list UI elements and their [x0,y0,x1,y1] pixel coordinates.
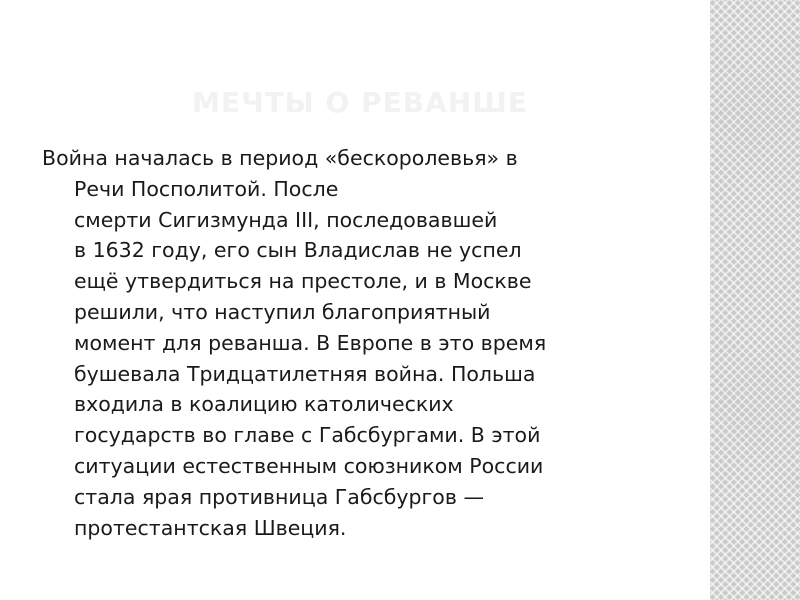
body-line-6: решили, что наступил благоприятный [74,299,491,324]
body-line-10: государств во главе с Габсбургами. В этой [74,423,541,448]
body-line-2: Речи Посполитой. После [74,176,339,201]
slide-body [42,143,662,543]
body-line-11: ситуации естественным союзником России [74,453,544,478]
body-line-5: ещё утвердиться на престоле, и в Москве [74,269,532,294]
decorative-side-band [710,0,800,600]
body-line-12: стала ярая противница Габсбургов — [74,484,484,509]
body-line-9: входила в коалицию католических [74,392,454,417]
body-line-7: момент для реванша. В Европе в это время [74,330,547,355]
slide-title: МЕЧТЫ О РЕВАНШЕ [192,86,528,119]
body-line-3: смерти Сигизмунда III, последовавшей [74,207,498,232]
body-line-1: Война началась в период «бескоролевья» в [42,146,518,170]
body-line-4: в 1632 году, его сын Владислав не успел [74,238,522,263]
body-line-8: бушевала Тридцатилетняя война. Польша [74,361,536,386]
body-line-13: протестантская Швеция. [74,515,347,540]
body-paragraph [42,143,662,543]
